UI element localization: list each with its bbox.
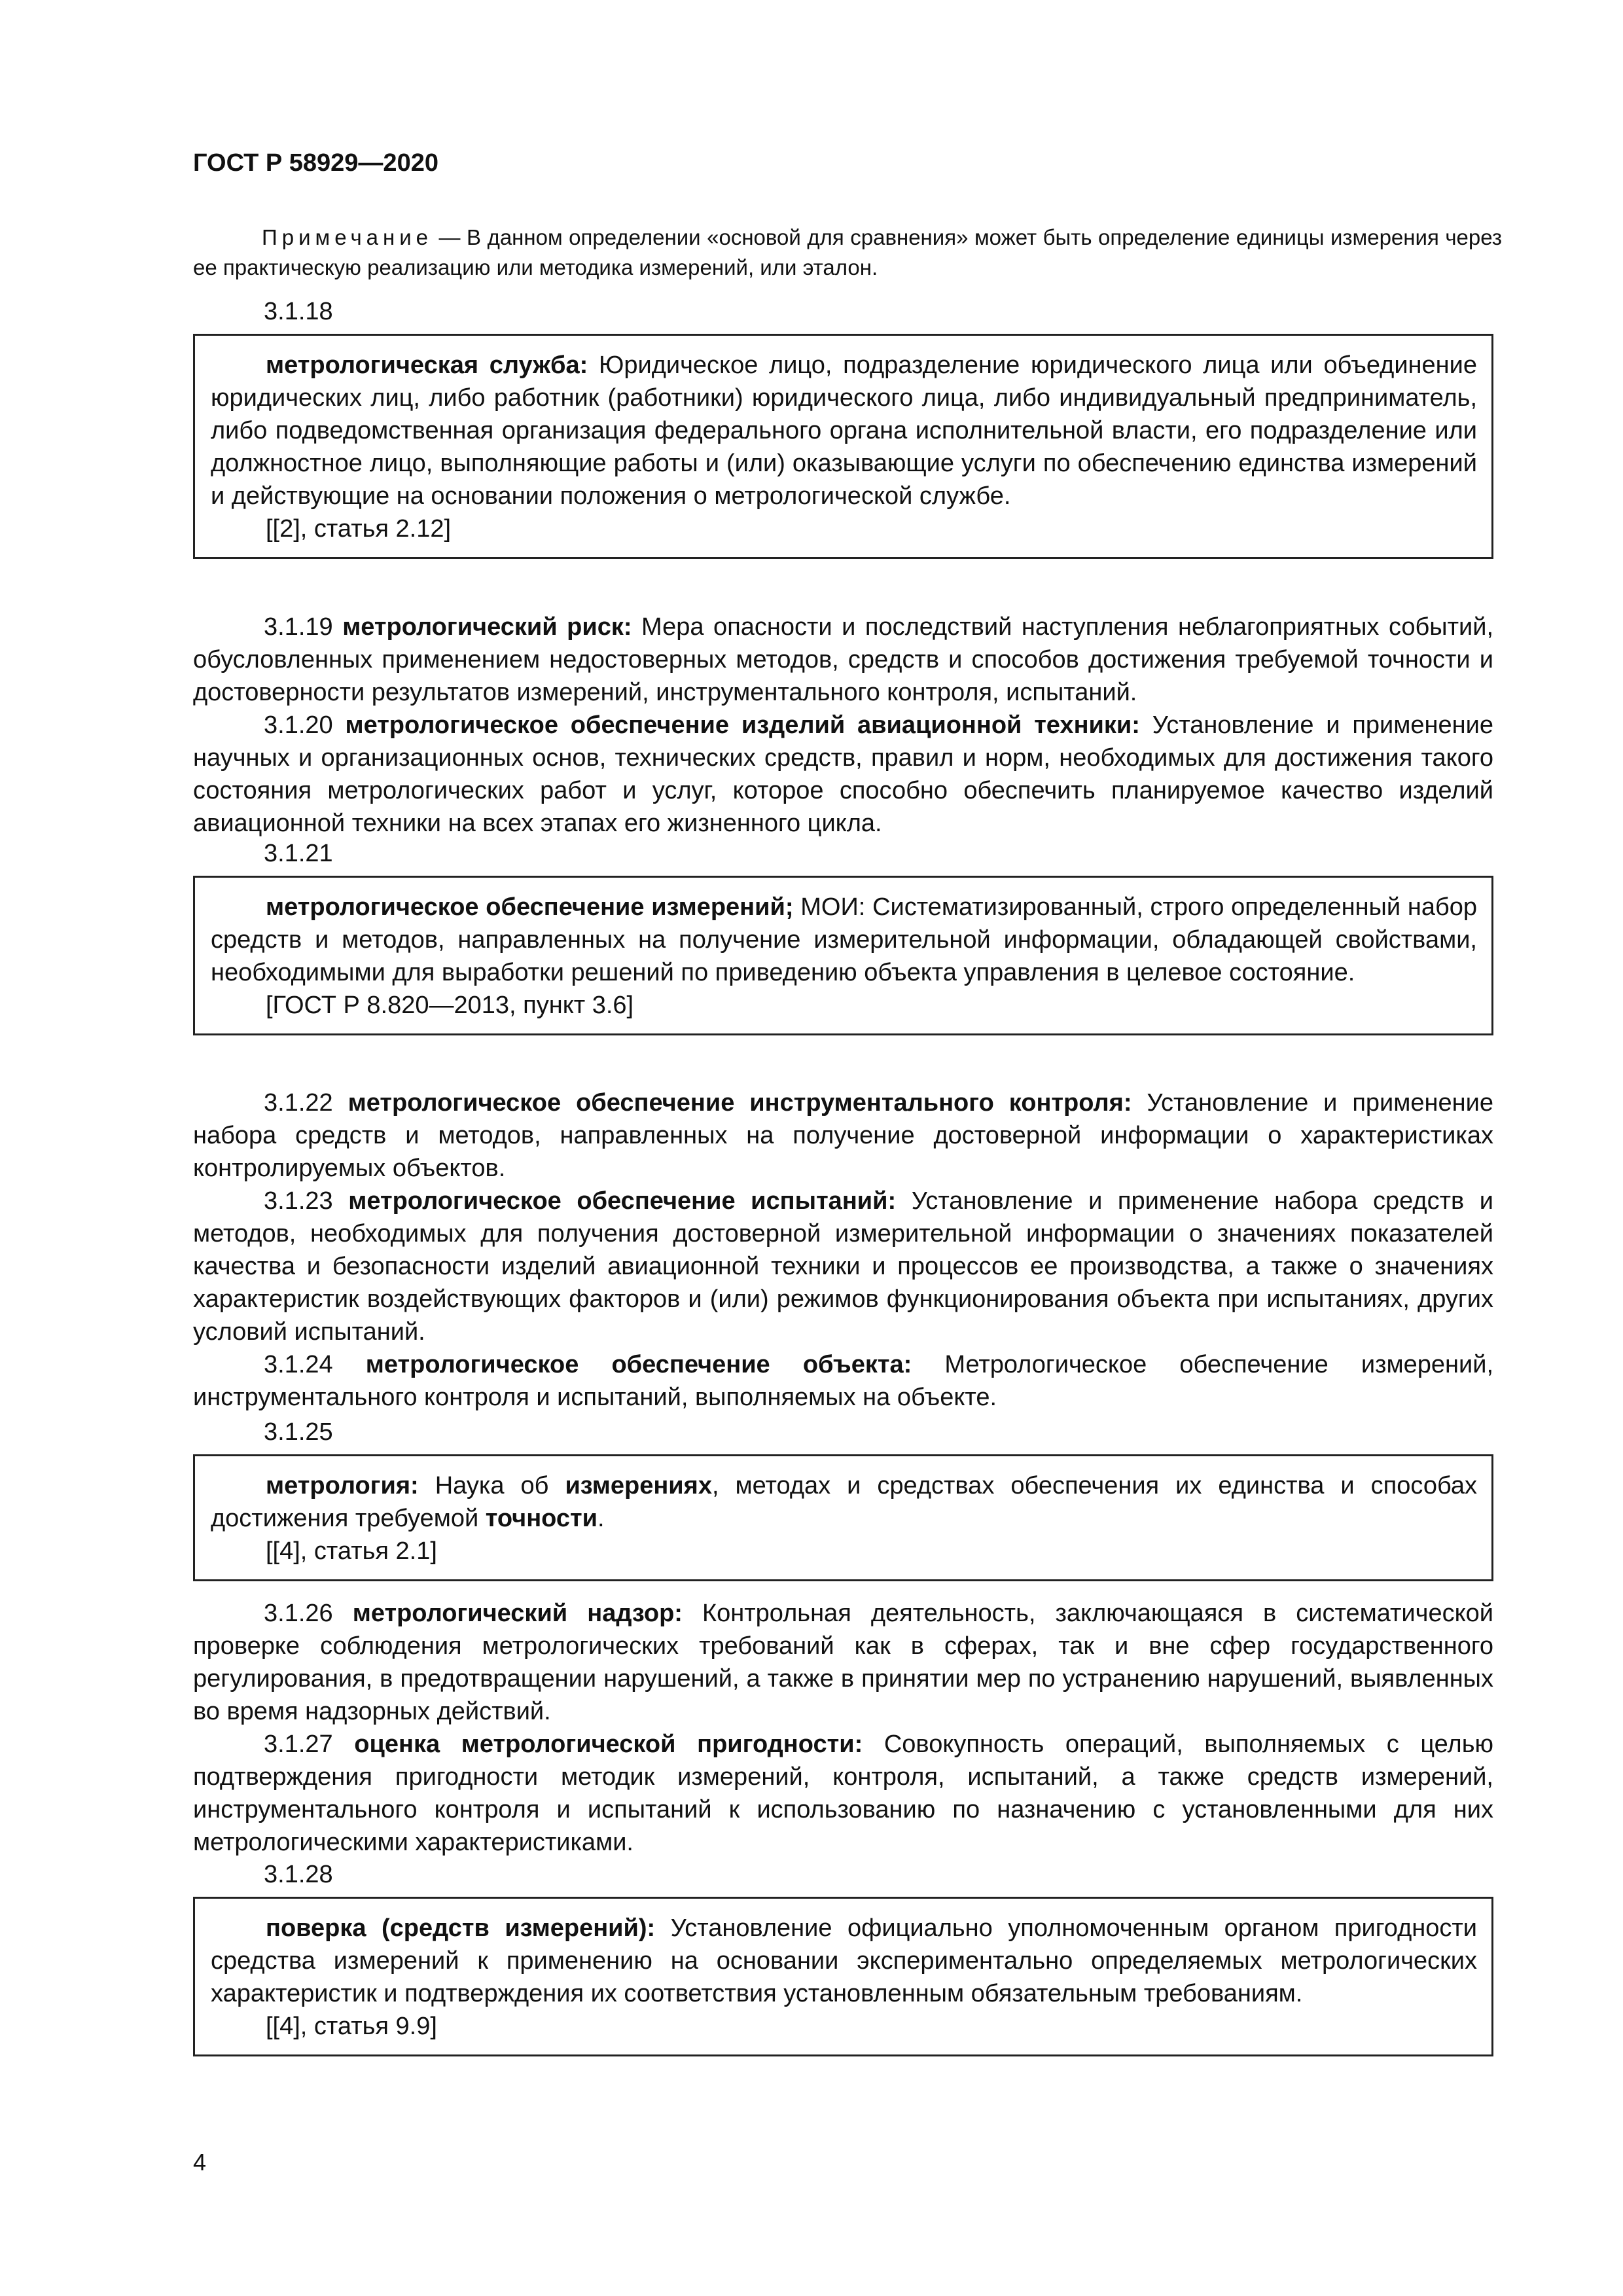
terms-3-1-19-to-3-1-20 <box>193 611 1493 840</box>
term-name: метрология: <box>266 1472 419 1499</box>
term-definition <box>211 891 1477 989</box>
note-paragraph <box>193 223 1502 283</box>
definition-text: Мера опасности и последствий наступления неблагоприятных событий, обусловленных применением недостоверных методов, средств и способов достижения требуемой точности и достоверности результатов измерений, инструментального контроля, испытаний. <box>193 613 1494 706</box>
document-id-header: ГОСТ Р 58929—2020 <box>193 149 438 177</box>
note-label: Примечание <box>262 225 433 249</box>
term-paragraph-3-1-24 <box>193 1348 1493 1414</box>
page-number: 4 <box>193 2149 207 2176</box>
term-name: метрологическая служба: <box>266 351 588 379</box>
term-name: метрологическое обеспечение объекта: <box>365 1351 912 1378</box>
definition-text: Наука об <box>418 1472 565 1499</box>
definition-text: . <box>597 1505 605 1532</box>
term-name: метрологический надзор: <box>352 1600 683 1627</box>
definition-text: Метрологическое обеспечение измерений, инструментального контроля и испытаний, выполняемых на объекте. <box>193 1351 1493 1411</box>
term-paragraph-3-1-22 <box>193 1086 1493 1185</box>
term-box-3-1-25 <box>193 1454 1493 1581</box>
definition-text: Установление официально уполномоченным органом пригодности средства измерений к применению на основании экспериментально определяемых метрологических характеристик и подтверждения их соответствия установленным обязательным требованиям. <box>211 1914 1477 2007</box>
term-number-3-1-18: 3.1.18 <box>264 298 333 325</box>
term-name: метрологическое обеспечение инструментального контроля: <box>348 1089 1132 1117</box>
term-name: метрологический риск: <box>342 613 632 641</box>
terms-3-1-26-to-3-1-27 <box>193 1597 1493 1859</box>
term-name: оценка метрологической пригодности: <box>354 1731 863 1758</box>
emphasis-measurements: измерениях <box>565 1472 712 1499</box>
term-definition <box>211 1469 1477 1535</box>
term-paragraph-3-1-20 <box>193 709 1493 840</box>
term-number-3-1-28: 3.1.28 <box>264 1861 333 1888</box>
term-number: 3.1.22 <box>264 1089 348 1117</box>
term-box-3-1-21 <box>193 876 1493 1035</box>
term-number: 3.1.27 <box>264 1731 355 1758</box>
term-number-3-1-21: 3.1.21 <box>264 840 333 867</box>
term-source: [[2], статья 2.12] <box>266 515 452 543</box>
term-number-3-1-25: 3.1.25 <box>264 1418 333 1446</box>
emphasis-accuracy: точности <box>485 1505 597 1532</box>
term-number: 3.1.20 <box>264 711 346 739</box>
term-name: метрологическое обеспечение изделий авиационной техники: <box>345 711 1140 739</box>
term-name: метрологическое обеспечение испытаний: <box>348 1187 897 1215</box>
term-definition <box>211 349 1477 512</box>
term-paragraph-3-1-19 <box>193 611 1493 709</box>
definition-text: Установление и применение набора средств и методов, направленных на получение достоверной информации о характеристиках контролируемых объектов. <box>193 1089 1493 1182</box>
term-paragraph-3-1-26 <box>193 1597 1493 1728</box>
definition-text: , методах и средствах обеспечения их единства и способах достижения требуемой <box>211 1472 1477 1532</box>
term-source: [[4], статья 9.9] <box>266 2013 437 2040</box>
definition-text: Совокупность операций, выполняемых с целью подтверждения пригодности методик измерений, контроля, испытаний, а также средств измерений, инструментального контроля и испытаний к использованию по назначению с установленными для них метрологическими характеристиками. <box>193 1731 1493 1856</box>
term-name: метрологическое обеспечение измерений; <box>266 893 794 921</box>
definition-text: Установление и применение научных и организационных основ, технических средств, правил и норм, необходимых для достижения такого состояния метрологических работ и услуг, которое способно обеспечить планируемое качество изделий авиационной техники на всех этапах его жизненного цикла. <box>193 711 1493 837</box>
term-definition <box>211 1912 1477 2010</box>
definition-text: Контрольная деятельность, заключающаяся в систематической проверке соблюдения метрологических требований как в сферах, так и вне сфер государственного регулирования, в предотвращении нарушений, а также в принятии мер по устранению нарушений, выявленных во время надзорных действий. <box>193 1600 1493 1725</box>
term-paragraph-3-1-27 <box>193 1728 1493 1859</box>
definition-text: Юридическое лицо, подразделение юридического лица или объединение юридических лиц, либо работник (работники) юридического лица, либо индивидуальный предприниматель, либо подведомственная организация федерального органа исполнительной власти, его подразделение или должностное лицо, выполняющие работы и (или) оказывающие услуги по обеспечению единства измерений и действующие на основании положения о метрологической службе. <box>211 351 1478 510</box>
definition-text: МОИ: Систематизированный, строго определенный набор средств и методов, направленных на получение измерительной информации, обладающей свойствами, необходимыми для выработки решений по приведению объекта управления в целевое состояние. <box>211 893 1477 986</box>
term-box-3-1-18 <box>193 334 1493 559</box>
term-source: [ГОСТ Р 8.820—2013, пункт 3.6] <box>266 992 634 1019</box>
term-number: 3.1.26 <box>264 1600 353 1627</box>
term-box-3-1-28 <box>193 1897 1493 2056</box>
term-paragraph-3-1-23 <box>193 1185 1493 1348</box>
term-source: [[4], статья 2.1] <box>266 1537 437 1565</box>
term-number: 3.1.19 <box>264 613 343 641</box>
terms-3-1-22-to-3-1-24 <box>193 1086 1493 1414</box>
term-number: 3.1.24 <box>264 1351 366 1378</box>
term-name: поверка (средств измерений): <box>266 1914 656 1942</box>
definition-text: Установление и применение набора средств и методов, необходимых для получения достоверной измерительной информации о значениях показателей качества и безопасности изделий авиационной техники и процессов ее производства, а также о значениях характеристик воздействующих факторов и (или) режимов функционирования объекта при испытаниях, других условий испытаний. <box>193 1187 1493 1346</box>
term-number: 3.1.23 <box>264 1187 349 1215</box>
note-text: — В данном определении «основой для сравнения» может быть определение единицы измерения через ее практическую реализацию или методика измерений, или эталон. <box>193 225 1502 279</box>
